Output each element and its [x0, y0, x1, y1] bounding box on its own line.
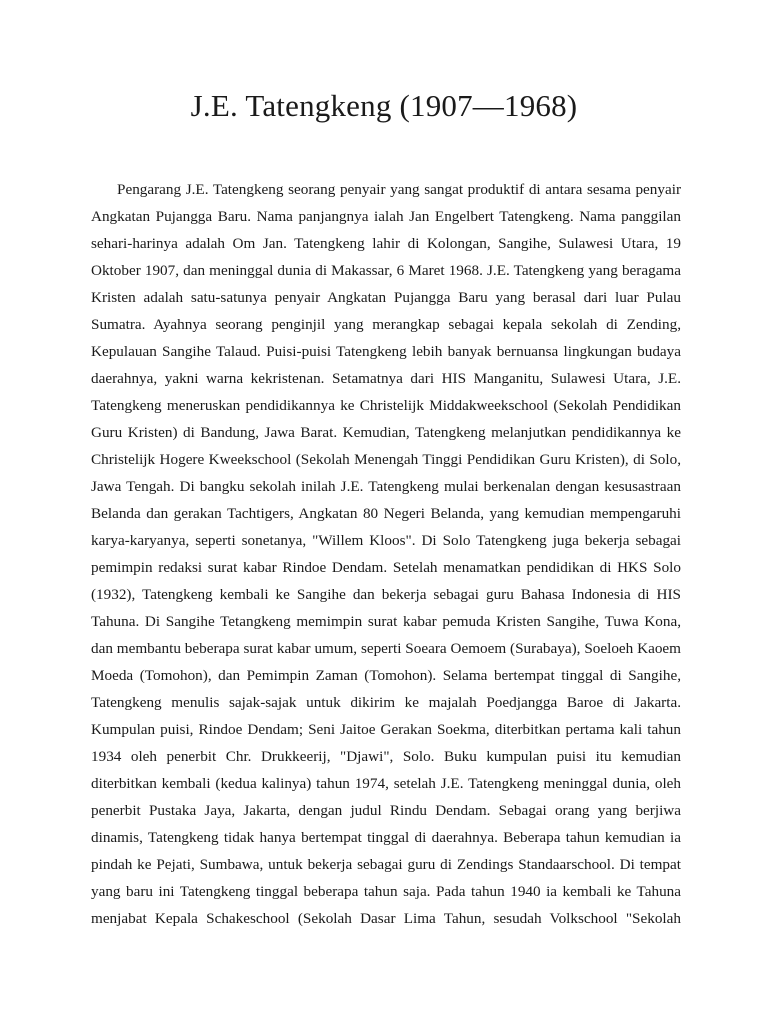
body-line: diterbitkan kembali (kedua kalinya) tahun 1974, setelah J.E. Tatengkeng meninggal dunia, oleh — [91, 775, 681, 792]
body-line: (1932), Tatengkeng kembali ke Sangihe dan bekerja sebagai guru Bahasa Indonesia di HIS — [91, 586, 681, 603]
body-line: Kepulauan Sangihe Talaud. Puisi-puisi Tatengkeng lebih banyak bernuansa lingkungan budaya — [91, 343, 681, 360]
body-line: Moeda (Tomohon), dan Pemimpin Zaman (Tomohon). Selama bertempat tinggal di Sangihe, — [91, 667, 681, 684]
body-line: sehari-harinya adalah Om Jan. Tatengkeng lahir di Kolongan, Sangihe, Sulawesi Utara, 19 — [91, 235, 681, 252]
body-line: Christelijk Hogere Kweekschool (Sekolah Menengah Tinggi Pendidikan Guru Kristen), di Solo, — [91, 451, 681, 468]
body-line: Tatengkeng menulis sajak-sajak untuk dikirim ke majalah Poedjangga Baroe di Jakarta. — [91, 694, 681, 711]
body-line: menjabat Kepala Schakeschool (Sekolah Dasar Lima Tahun, sesudah Volkschool "Sekolah — [91, 910, 681, 927]
body-line: Pengarang J.E. Tatengkeng seorang penyair yang sangat produktif di antara sesama penyair — [117, 181, 681, 198]
body-line: 1934 oleh penerbit Chr. Drukkeerij, "Djawi", Solo. Buku kumpulan puisi itu kemudian — [91, 748, 681, 765]
body-line: Jawa Tengah. Di bangku sekolah inilah J.E. Tatengkeng mulai berkenalan dengan kesusastraan — [91, 478, 681, 495]
body-line: dan membantu beberapa surat kabar umum, seperti Soeara Oemoem (Surabaya), Soeloeh Kaoem — [91, 640, 681, 657]
body-line: Belanda dan gerakan Tachtigers, Angkatan 80 Negeri Belanda, yang kemudian mempengaruhi — [91, 505, 681, 522]
body-line: Guru Kristen) di Bandung, Jawa Barat. Kemudian, Tatengkeng melanjutkan pendidikannya ke — [91, 424, 681, 441]
body-line: Kumpulan puisi, Rindoe Dendam; Seni Jaitoe Gerakan Soekma, diterbitkan pertama kali tahun — [91, 721, 681, 738]
document-body — [91, 176, 681, 932]
body-line: Oktober 1907, dan meninggal dunia di Makassar, 6 Maret 1968. J.E. Tatengkeng yang beragama — [91, 262, 681, 279]
body-line: daerahnya, yakni warna kekristenan. Setamatnya dari HIS Manganitu, Sulawesi Utara, J.E. — [91, 370, 681, 387]
body-line: Kristen adalah satu-satunya penyair Angkatan Pujangga Baru yang berasal dari luar Pulau — [91, 289, 681, 306]
body-line: pindah ke Pejati, Sumbawa, untuk bekerja sebagai guru di Zendings Standaarschool. Di tempat — [91, 856, 681, 873]
body-line: Angkatan Pujangga Baru. Nama panjangnya ialah Jan Engelbert Tatengkeng. Nama panggilan — [91, 208, 681, 225]
body-line: penerbit Pustaka Jaya, Jakarta, dengan judul Rindu Dendam. Sebagai orang yang berjiwa — [91, 802, 681, 819]
document-title: J.E. Tatengkeng (1907—1968) — [190, 88, 578, 123]
body-line: Tahuna. Di Sangihe Tetangkeng memimpin surat kabar pemuda Kristen Sangihe, Tuwa Kona, — [91, 613, 681, 630]
body-line: pemimpin redaksi surat kabar Rindoe Dendam. Setelah menamatkan pendidikan di HKS Solo — [91, 559, 681, 576]
body-line: dinamis, Tatengkeng tidak hanya bertempat tinggal di daerahnya. Beberapa tahun kemudian ia — [91, 829, 681, 846]
body-line: Tatengkeng meneruskan pendidikannya ke Christelijk Middakweekschool (Sekolah Pendidikan — [91, 397, 681, 414]
body-line: karya-karyanya, seperti sonetanya, "Willem Kloos". Di Solo Tatengkeng juga bekerja sebagai — [91, 532, 681, 549]
body-line: Sumatra. Ayahnya seorang penginjil yang merangkap sebagai kepala sekolah di Zending, — [91, 316, 681, 333]
body-line: yang baru ini Tatengkeng tinggal beberapa tahun saja. Pada tahun 1940 ia kembali ke Tahuna — [91, 883, 681, 900]
